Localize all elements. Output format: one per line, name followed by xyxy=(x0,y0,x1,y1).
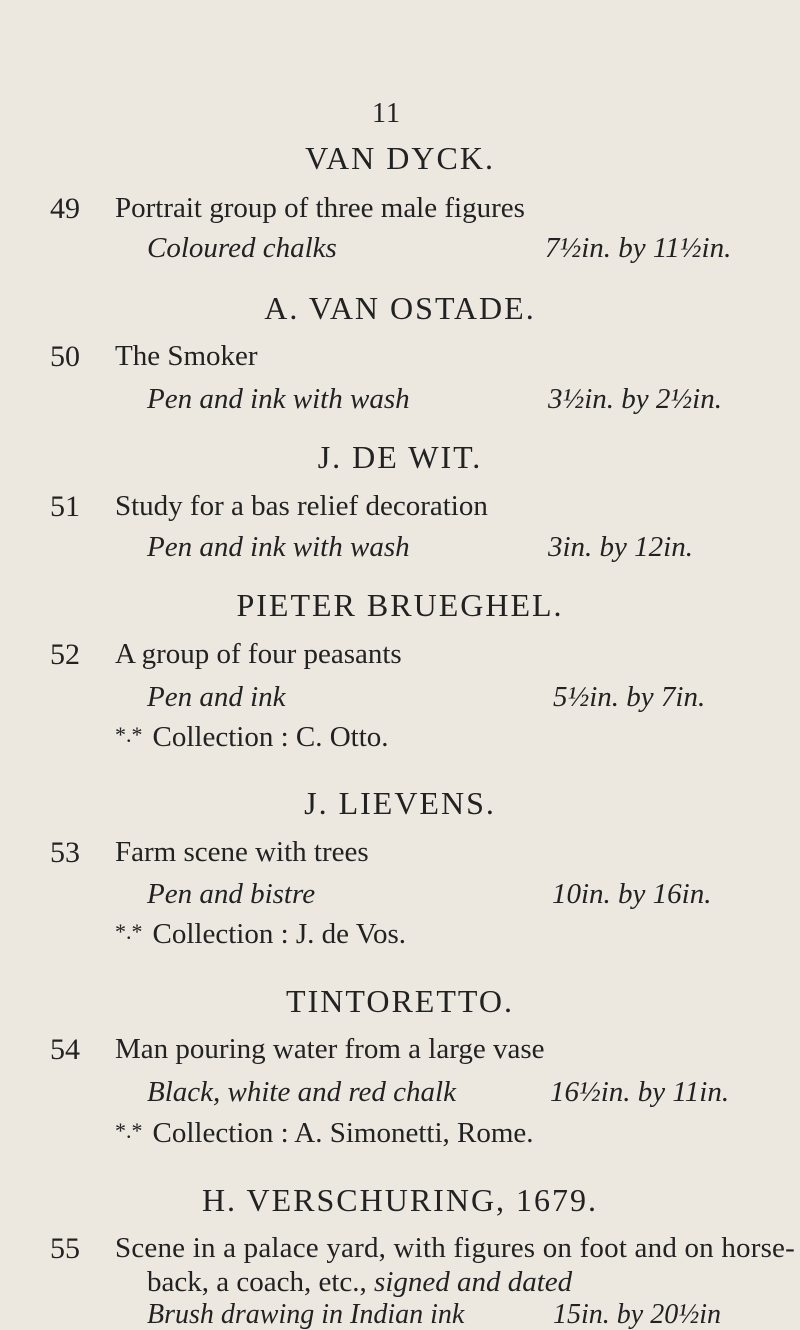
collection-asterisks: *.* xyxy=(115,722,143,747)
collection-note xyxy=(115,1117,534,1150)
lot-number: 50 xyxy=(50,340,80,373)
lot-title: A group of four peasants xyxy=(115,638,402,670)
lot-medium: Pen and ink with wash xyxy=(147,383,410,415)
lot-dimensions: 3½in. by 2½in. xyxy=(548,383,722,415)
lot-title: Scene in a palace yard, with figures on foot and on horse- xyxy=(115,1232,795,1264)
artist-heading: PIETER BRUEGHEL. xyxy=(236,587,564,623)
lot-number: 53 xyxy=(50,836,80,869)
collection-note xyxy=(115,721,389,754)
lot-title: Portrait group of three male figures xyxy=(115,192,525,224)
collection-text: Collection : A. Simonetti, Rome. xyxy=(152,1117,534,1149)
artist-heading: A. VAN OSTADE. xyxy=(264,290,536,326)
artist-heading: J. LIEVENS. xyxy=(304,785,496,821)
lot-title-continuation xyxy=(147,1266,572,1299)
lot-title: Man pouring water from a large vase xyxy=(115,1033,545,1065)
lot-medium: Brush drawing in Indian ink xyxy=(147,1299,465,1330)
collection-text: Collection : C. Otto. xyxy=(152,721,389,753)
title-continuation-italic: signed and dated xyxy=(374,1266,573,1298)
lot-title: Farm scene with trees xyxy=(115,836,369,868)
lot-number: 52 xyxy=(50,638,80,671)
artist-heading: J. DE WIT. xyxy=(317,439,483,475)
collection-asterisks: *.* xyxy=(115,919,143,944)
artist-heading: VAN DYCK. xyxy=(305,140,495,176)
collection-asterisks: *.* xyxy=(115,1118,143,1143)
collection-text: Collection : J. de Vos. xyxy=(152,918,406,950)
artist-heading: H. VERSCHURING, 1679. xyxy=(201,1182,599,1218)
lot-dimensions: 15in. by 20½in xyxy=(553,1299,721,1330)
lot-number: 51 xyxy=(50,490,80,523)
lot-number: 55 xyxy=(50,1232,80,1265)
lot-title: The Smoker xyxy=(115,340,258,372)
artist-heading: TINTORETTO. xyxy=(286,983,514,1019)
lot-medium: Pen and bistre xyxy=(147,878,316,910)
title-continuation-text: back, a coach, etc., xyxy=(147,1266,367,1298)
page-number: 11 xyxy=(372,98,401,129)
lot-medium: Coloured chalks xyxy=(147,232,337,264)
lot-dimensions: 16½in. by 11in. xyxy=(550,1076,730,1108)
lot-number: 54 xyxy=(50,1033,80,1066)
lot-dimensions: 7½in. by 11½in. xyxy=(545,232,732,264)
lot-dimensions: 3in. by 12in. xyxy=(548,531,693,563)
collection-note xyxy=(115,918,406,951)
lot-dimensions: 5½in. by 7in. xyxy=(553,681,706,713)
lot-number: 49 xyxy=(50,192,80,225)
lot-dimensions: 10in. by 16in. xyxy=(552,878,712,910)
lot-medium: Pen and ink xyxy=(147,681,286,713)
lot-medium: Pen and ink with wash xyxy=(147,531,410,563)
lot-title: Study for a bas relief decoration xyxy=(115,490,488,522)
lot-medium: Black, white and red chalk xyxy=(147,1076,456,1108)
